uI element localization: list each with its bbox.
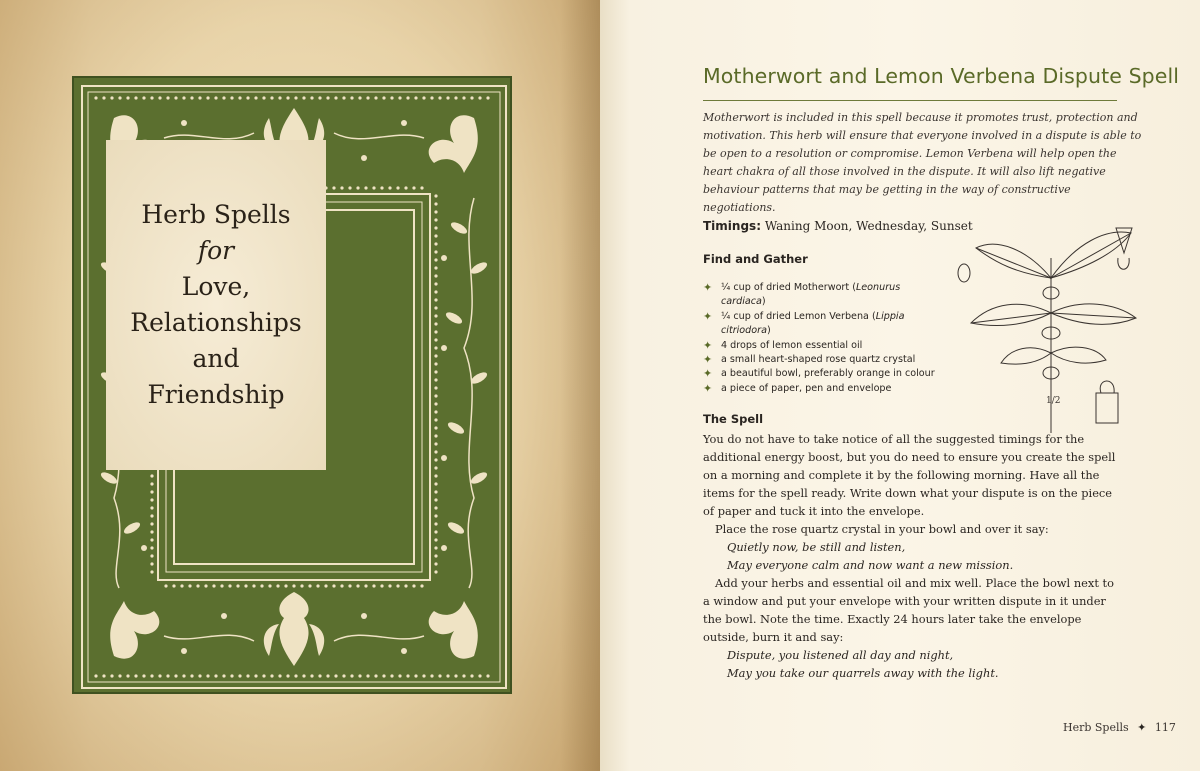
border-dot	[434, 210, 437, 213]
star-bullet-icon: ✦	[703, 353, 713, 367]
border-dot	[134, 674, 137, 677]
border-dot	[246, 96, 249, 99]
border-dot	[390, 674, 393, 677]
border-dot	[260, 584, 263, 587]
border-dot	[94, 96, 97, 99]
border-dot	[434, 450, 437, 453]
border-dot	[462, 674, 465, 677]
border-dot	[254, 96, 257, 99]
border-dot	[438, 96, 441, 99]
spell-paragraph-1: You do not have to take notice of all the suggested timings for the additional energy boost, but you do need to ensure you create the spell on a morning and complete it by the following morning. Have all the items for the spell ready. Write down what your dispute is on the piece of paper and tuck it into the envelope.	[703, 432, 1116, 518]
border-dot	[414, 674, 417, 677]
ingredient-close: )	[766, 325, 771, 337]
border-dot	[204, 584, 207, 587]
ingredient-latin-name: Lippia citriodora	[721, 310, 905, 337]
border-dot	[420, 584, 423, 587]
border-dot	[182, 96, 185, 99]
border-dot	[372, 584, 375, 587]
border-dot	[102, 674, 105, 677]
border-dot	[172, 584, 175, 587]
border-dot	[126, 96, 129, 99]
border-dot	[310, 96, 313, 99]
incantation-1-line-2: May everyone calm and now want a new mission.	[727, 558, 1014, 572]
border-dot	[434, 282, 437, 285]
border-dot	[434, 546, 437, 549]
border-dot	[388, 186, 391, 189]
border-dot	[404, 584, 407, 587]
border-dot	[434, 570, 437, 573]
border-dot	[142, 96, 145, 99]
border-dot	[150, 482, 153, 485]
spell-paragraph-3: Add your herbs and essential oil and mix well. Place the bowl next to a window and put your envelope with your written dispute in it under the bowl. Note the time. Exactly 24 hours later take the envelope outside, burn it and say:	[703, 576, 1114, 644]
star-bullet-icon: ✦	[703, 281, 713, 294]
border-dot	[374, 674, 377, 677]
chapter-title-line-6: Friendship	[147, 380, 285, 409]
border-dot	[206, 674, 209, 677]
border-dot	[358, 96, 361, 99]
border-dot	[434, 338, 437, 341]
page-number: 117	[1154, 721, 1176, 734]
border-dot	[238, 96, 241, 99]
border-dot	[434, 298, 437, 301]
border-dot	[110, 96, 113, 99]
border-dot	[434, 498, 437, 501]
border-dot	[150, 522, 153, 525]
border-dot	[270, 96, 273, 99]
border-dot	[390, 96, 393, 99]
border-dot	[374, 96, 377, 99]
border-dot	[414, 96, 417, 99]
border-dot	[434, 458, 437, 461]
timings-value: Waning Moon, Wednesday, Sunset	[764, 219, 973, 233]
border-dot	[434, 410, 437, 413]
border-dot	[396, 186, 399, 189]
incantation-2-line-2: May you take our quarrels away with the light.	[727, 666, 999, 680]
border-dot	[214, 674, 217, 677]
border-dot	[230, 96, 233, 99]
border-dot	[316, 584, 319, 587]
border-dot	[434, 418, 437, 421]
border-dot	[158, 96, 161, 99]
border-dot	[190, 674, 193, 677]
border-dot	[412, 584, 415, 587]
border-dot	[382, 96, 385, 99]
border-dot	[434, 506, 437, 509]
border-dot	[366, 96, 369, 99]
border-dot	[166, 96, 169, 99]
border-dot	[406, 674, 409, 677]
chapter-title-panel	[106, 140, 326, 470]
border-dot	[350, 96, 353, 99]
border-dot	[404, 186, 407, 189]
border-dot	[262, 674, 265, 677]
border-dot	[126, 674, 129, 677]
border-dot	[486, 96, 489, 99]
border-dot	[110, 674, 113, 677]
list-item	[703, 382, 945, 396]
ingredient-list	[703, 281, 945, 396]
ingredient-text: a piece of paper, pen and envelope	[721, 382, 892, 394]
border-dot	[380, 186, 383, 189]
border-dot	[174, 96, 177, 99]
border-dot	[438, 674, 441, 677]
border-dot	[220, 584, 223, 587]
chapter-title-line-4: Relationships	[130, 308, 302, 337]
border-dot	[150, 538, 153, 541]
border-dot	[342, 674, 345, 677]
ingredient-text: a beautiful bowl, preferably orange in colour	[721, 368, 935, 380]
border-dot	[454, 96, 457, 99]
border-dot	[150, 546, 153, 549]
ingredient-close: )	[761, 296, 766, 308]
spell-heading: Motherwort and Lemon Verbena Dispute Spell	[703, 64, 1180, 88]
border-dot	[180, 584, 183, 587]
border-dot	[398, 96, 401, 99]
border-dot	[294, 96, 297, 99]
border-dot	[434, 234, 437, 237]
border-dot	[434, 466, 437, 469]
ingredient-text: ¼ cup of dried Motherwort (	[721, 282, 856, 293]
border-dot	[364, 186, 367, 189]
list-item	[703, 339, 945, 353]
border-dot	[434, 434, 437, 437]
border-dot	[118, 96, 121, 99]
border-dot	[102, 96, 105, 99]
border-dot	[284, 584, 287, 587]
chapter-title-line-3: Love,	[181, 272, 251, 301]
border-dot	[212, 584, 215, 587]
border-dot	[324, 584, 327, 587]
border-dot	[150, 570, 153, 573]
ingredient-text: a small heart-shaped rose quartz crystal	[721, 354, 916, 366]
star-bullet-icon: ✦	[703, 381, 713, 395]
border-dot	[434, 330, 437, 333]
border-dot	[134, 96, 137, 99]
border-dot	[434, 562, 437, 565]
border-dot	[94, 674, 97, 677]
border-dot	[434, 522, 437, 525]
timings-line	[703, 218, 973, 234]
right-page	[600, 0, 1200, 771]
border-dot	[238, 674, 241, 677]
ingredient-text: 4 drops of lemon essential oil	[721, 339, 863, 351]
illustration-scale-label: 1/2	[1046, 396, 1061, 406]
border-dot	[430, 674, 433, 677]
border-dot	[434, 442, 437, 445]
border-dot	[244, 584, 247, 587]
border-dot	[420, 186, 423, 189]
border-dot	[150, 530, 153, 533]
spell-instructions	[703, 430, 1117, 682]
border-dot	[222, 96, 225, 99]
border-dot	[196, 584, 199, 587]
border-dot	[434, 226, 437, 229]
timings-label: Timings:	[703, 219, 761, 233]
border-dot	[278, 96, 281, 99]
border-dot	[300, 584, 303, 587]
border-dot	[434, 250, 437, 253]
border-dot	[342, 96, 345, 99]
border-dot	[286, 674, 289, 677]
border-dot	[348, 186, 351, 189]
border-dot	[434, 274, 437, 277]
star-bullet-icon: ✦	[703, 338, 713, 352]
chapter-title-line-5: and	[192, 344, 240, 373]
spell-paragraph-2: Place the rose quartz crystal in your bowl and over it say:	[715, 522, 1049, 536]
border-dot	[150, 554, 153, 557]
border-dot	[358, 674, 361, 677]
ingredient-latin-name: Leonurus cardiaca	[721, 282, 901, 308]
border-dot	[470, 674, 473, 677]
border-dot	[158, 674, 161, 677]
border-dot	[166, 674, 169, 677]
border-dot	[434, 194, 437, 197]
border-dot	[446, 96, 449, 99]
border-dot	[222, 674, 225, 677]
border-dot	[230, 674, 233, 677]
border-dot	[388, 584, 391, 587]
border-dot	[246, 674, 249, 677]
list-item	[703, 310, 945, 339]
the-spell-heading: The Spell	[703, 412, 764, 426]
border-dot	[228, 584, 231, 587]
border-dot	[292, 584, 295, 587]
border-dot	[478, 674, 481, 677]
border-dot	[182, 674, 185, 677]
border-dot	[434, 378, 437, 381]
border-dot	[254, 674, 257, 677]
running-footer-section: Herb Spells	[1063, 721, 1129, 734]
border-dot	[422, 96, 425, 99]
list-item	[703, 353, 945, 367]
border-dot	[310, 674, 313, 677]
border-dot	[308, 584, 311, 587]
border-dot	[252, 584, 255, 587]
border-dot	[356, 584, 359, 587]
border-dot	[454, 674, 457, 677]
border-dot	[434, 554, 437, 557]
border-dot	[286, 96, 289, 99]
border-dot	[164, 584, 167, 587]
border-dot	[150, 674, 153, 677]
border-dot	[150, 506, 153, 509]
border-dot	[430, 96, 433, 99]
border-dot	[294, 674, 297, 677]
motherwort-botanical-illustration	[956, 218, 1146, 444]
border-dot	[364, 584, 367, 587]
border-dot	[478, 96, 481, 99]
border-dot	[268, 584, 271, 587]
intro-paragraph: Motherwort is included in this spell because it promotes trust, protection and motivation. This herb will ensure that everyone involved in a dispute is able to be open to a resolution or compromise. Lemon Verbena will help open the heart chakra of all those involved in the dispute. It will also lift negative behaviour patterns that may be getting in the way of constructive negotiations.	[703, 111, 1142, 214]
border-dot	[434, 202, 437, 205]
border-dot	[382, 674, 385, 677]
border-dot	[372, 186, 375, 189]
chapter-title-line-2: for	[197, 236, 235, 265]
border-dot	[434, 354, 437, 357]
border-dot	[142, 674, 145, 677]
border-dot	[332, 584, 335, 587]
border-dot	[348, 584, 351, 587]
border-dot	[278, 674, 281, 677]
border-dot	[434, 370, 437, 373]
border-dot	[434, 530, 437, 533]
border-dot	[462, 96, 465, 99]
border-dot	[150, 562, 153, 565]
border-dot	[262, 96, 265, 99]
border-dot	[302, 674, 305, 677]
border-dot	[198, 96, 201, 99]
border-dot	[356, 186, 359, 189]
border-dot	[446, 674, 449, 677]
ingredient-text: ¼ cup of dried Lemon Verbena (	[721, 310, 876, 322]
border-dot	[206, 96, 209, 99]
star-bullet-icon: ✦	[703, 367, 713, 381]
border-dot	[340, 186, 343, 189]
find-and-gather-heading: Find and Gather	[703, 252, 808, 266]
border-dot	[434, 394, 437, 397]
border-dot	[398, 674, 401, 677]
border-dot	[150, 474, 153, 477]
border-dot	[380, 584, 383, 587]
border-dot	[434, 306, 437, 309]
border-dot	[434, 362, 437, 365]
border-dot	[434, 266, 437, 269]
border-dot	[174, 674, 177, 677]
border-dot	[434, 242, 437, 245]
border-dot	[434, 426, 437, 429]
border-dot	[150, 490, 153, 493]
border-dot	[366, 674, 369, 677]
border-dot	[190, 96, 193, 99]
border-dot	[422, 674, 425, 677]
border-dot	[326, 96, 329, 99]
border-dot	[188, 584, 191, 587]
border-dot	[434, 322, 437, 325]
border-dot	[412, 186, 415, 189]
border-dot	[340, 584, 343, 587]
border-dot	[350, 674, 353, 677]
star-bullet-icon: ✦	[703, 309, 713, 323]
border-dot	[198, 674, 201, 677]
heading-divider	[703, 100, 1117, 101]
border-dot	[434, 402, 437, 405]
border-dot	[326, 674, 329, 677]
list-item	[703, 281, 945, 310]
border-dot	[150, 498, 153, 501]
page-footer	[1063, 721, 1176, 734]
border-dot	[486, 674, 489, 677]
border-dot	[434, 258, 437, 261]
border-dot	[434, 218, 437, 221]
incantation-2-line-1: Dispute, you listened all day and night,	[727, 648, 954, 662]
border-dot	[434, 474, 437, 477]
border-dot	[214, 96, 217, 99]
border-dot	[434, 514, 437, 517]
incantation-1-line-1: Quietly now, be still and listen,	[727, 540, 906, 554]
border-dot	[434, 538, 437, 541]
border-dot	[332, 186, 335, 189]
chapter-title-line-1: Herb Spells	[141, 200, 291, 229]
border-dot	[434, 346, 437, 349]
border-dot	[334, 674, 337, 677]
border-dot	[236, 584, 239, 587]
border-dot	[406, 96, 409, 99]
border-dot	[434, 386, 437, 389]
border-dot	[434, 314, 437, 317]
border-dot	[276, 584, 279, 587]
border-dot	[150, 96, 153, 99]
border-dot	[302, 96, 305, 99]
border-dot	[434, 290, 437, 293]
border-dot	[434, 490, 437, 493]
border-dot	[318, 96, 321, 99]
border-dot	[434, 482, 437, 485]
list-item	[703, 367, 945, 381]
border-dot	[118, 674, 121, 677]
border-dot	[150, 514, 153, 517]
footer-star-icon: ✦	[1137, 721, 1147, 734]
border-dot	[396, 584, 399, 587]
border-dot	[334, 96, 337, 99]
border-dot	[270, 674, 273, 677]
border-dot	[318, 674, 321, 677]
border-dot	[470, 96, 473, 99]
